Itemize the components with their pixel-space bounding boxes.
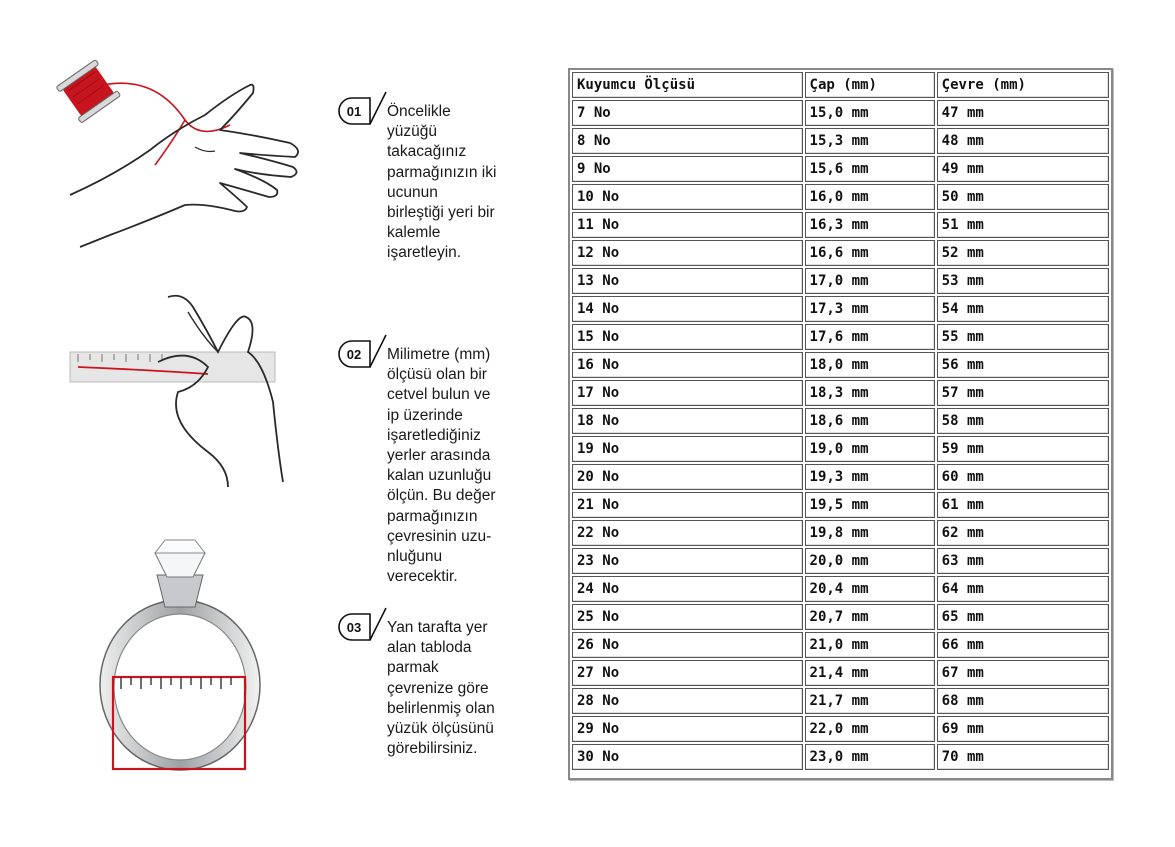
cell-jeweler-size: 13 No [572, 268, 803, 294]
step-badge-icon [330, 333, 390, 383]
cell-diameter: 20,4 mm [805, 576, 935, 602]
cell-diameter: 21,4 mm [805, 660, 935, 686]
cell-diameter: 17,3 mm [805, 296, 935, 322]
cell-jeweler-size: 18 No [572, 408, 803, 434]
table-row [572, 380, 1109, 406]
cell-jeweler-size: 22 No [572, 520, 803, 546]
ring-measure-icon [95, 535, 265, 775]
cell-diameter: 20,7 mm [805, 604, 935, 630]
cell-diameter: 19,5 mm [805, 492, 935, 518]
table-row [572, 464, 1109, 490]
table-body [572, 100, 1109, 770]
cell-circumference: 66 mm [937, 632, 1109, 658]
cell-jeweler-size: 19 No [572, 436, 803, 462]
step-text: Yan tarafta yer alan tabloda parmak çevrenize göre belirlenmiş olan yüzük ölçüsünü görebilirsiniz. [387, 619, 495, 758]
step-text: Öncelikle yüzüğü takacağınız parmağınızın iki ucunun birleştiği yeri bir kalemle işaretleyin. [387, 103, 497, 262]
cell-circumference: 61 mm [937, 492, 1109, 518]
cell-jeweler-size: 27 No [572, 660, 803, 686]
cell-circumference: 64 mm [937, 576, 1109, 602]
cell-jeweler-size: 12 No [572, 240, 803, 266]
cell-diameter: 16,6 mm [805, 240, 935, 266]
cell-diameter: 23,0 mm [805, 744, 935, 770]
cell-jeweler-size: 10 No [572, 184, 803, 210]
cell-circumference: 47 mm [937, 100, 1109, 126]
step-number: 02 [346, 347, 362, 362]
step-badge-icon [330, 606, 390, 656]
cell-circumference: 62 mm [937, 520, 1109, 546]
cell-circumference: 59 mm [937, 436, 1109, 462]
cell-circumference: 57 mm [937, 380, 1109, 406]
cell-jeweler-size: 15 No [572, 324, 803, 350]
table-row [572, 548, 1109, 574]
cell-jeweler-size: 9 No [572, 156, 803, 182]
cell-diameter: 18,0 mm [805, 352, 935, 378]
table-row [572, 576, 1109, 602]
cell-diameter: 18,3 mm [805, 380, 935, 406]
cell-jeweler-size: 8 No [572, 128, 803, 154]
cell-jeweler-size: 25 No [572, 604, 803, 630]
cell-jeweler-size: 17 No [572, 380, 803, 406]
cell-circumference: 54 mm [937, 296, 1109, 322]
cell-diameter: 17,6 mm [805, 324, 935, 350]
cell-jeweler-size: 29 No [572, 716, 803, 742]
cell-jeweler-size: 23 No [572, 548, 803, 574]
cell-diameter: 15,0 mm [805, 100, 935, 126]
table-row [572, 436, 1109, 462]
cell-jeweler-size: 16 No [572, 352, 803, 378]
table-row [572, 324, 1109, 350]
step-badge-icon [330, 90, 390, 140]
table-row [572, 100, 1109, 126]
step-number: 03 [346, 620, 362, 635]
cell-diameter: 16,3 mm [805, 212, 935, 238]
cell-circumference: 67 mm [937, 660, 1109, 686]
cell-jeweler-size: 11 No [572, 212, 803, 238]
table-row [572, 520, 1109, 546]
cell-circumference: 52 mm [937, 240, 1109, 266]
table-row [572, 744, 1109, 770]
cell-diameter: 21,0 mm [805, 632, 935, 658]
cell-diameter: 19,8 mm [805, 520, 935, 546]
cell-circumference: 60 mm [937, 464, 1109, 490]
ruler-hand-icon [68, 292, 288, 492]
cell-diameter: 15,6 mm [805, 156, 935, 182]
table-row [572, 240, 1109, 266]
table-row [572, 632, 1109, 658]
cell-circumference: 53 mm [937, 268, 1109, 294]
cell-jeweler-size: 26 No [572, 632, 803, 658]
cell-circumference: 63 mm [937, 548, 1109, 574]
cell-diameter: 19,3 mm [805, 464, 935, 490]
cell-diameter: 20,0 mm [805, 548, 935, 574]
table-row [572, 408, 1109, 434]
table-row [572, 184, 1109, 210]
cell-circumference: 69 mm [937, 716, 1109, 742]
table-row [572, 352, 1109, 378]
cell-diameter: 16,0 mm [805, 184, 935, 210]
cell-diameter: 21,7 mm [805, 688, 935, 714]
header-circumference: Çevre (mm) [937, 72, 1109, 98]
table-row [572, 716, 1109, 742]
table-row [572, 212, 1109, 238]
cell-circumference: 58 mm [937, 408, 1109, 434]
ring-size-table [568, 68, 1113, 780]
cell-diameter: 17,0 mm [805, 268, 935, 294]
cell-jeweler-size: 21 No [572, 492, 803, 518]
table-row [572, 268, 1109, 294]
cell-diameter: 22,0 mm [805, 716, 935, 742]
header-jeweler-size: Kuyumcu Ölçüsü [572, 72, 803, 98]
cell-circumference: 65 mm [937, 604, 1109, 630]
cell-diameter: 18,6 mm [805, 408, 935, 434]
header-diameter: Çap (mm) [805, 72, 935, 98]
cell-diameter: 19,0 mm [805, 436, 935, 462]
table-row [572, 296, 1109, 322]
cell-jeweler-size: 7 No [572, 100, 803, 126]
cell-jeweler-size: 14 No [572, 296, 803, 322]
cell-jeweler-size: 20 No [572, 464, 803, 490]
step-text: Milimetre (mm) ölçüsü olan bir cetvel bulun ve ip üzerinde işaretlediğiniz yerler arasında kalan uzunluğu ölçün. Bu değer parmağınızın çevresinin uzu- nluğunu verecektir. [387, 346, 496, 586]
table-row [572, 660, 1109, 686]
step-number: 01 [346, 104, 362, 119]
cell-jeweler-size: 28 No [572, 688, 803, 714]
table-row [572, 156, 1109, 182]
cell-circumference: 49 mm [937, 156, 1109, 182]
cell-jeweler-size: 30 No [572, 744, 803, 770]
table-row [572, 688, 1109, 714]
cell-circumference: 55 mm [937, 324, 1109, 350]
cell-circumference: 51 mm [937, 212, 1109, 238]
table-header-row [572, 72, 1109, 98]
size-table [570, 70, 1111, 772]
thread-spool-hand-icon [55, 55, 310, 255]
table-row [572, 128, 1109, 154]
cell-jeweler-size: 24 No [572, 576, 803, 602]
cell-circumference: 56 mm [937, 352, 1109, 378]
table-row [572, 492, 1109, 518]
cell-circumference: 68 mm [937, 688, 1109, 714]
cell-circumference: 48 mm [937, 128, 1109, 154]
cell-circumference: 50 mm [937, 184, 1109, 210]
cell-circumference: 70 mm [937, 744, 1109, 770]
cell-diameter: 15,3 mm [805, 128, 935, 154]
table-row [572, 604, 1109, 630]
